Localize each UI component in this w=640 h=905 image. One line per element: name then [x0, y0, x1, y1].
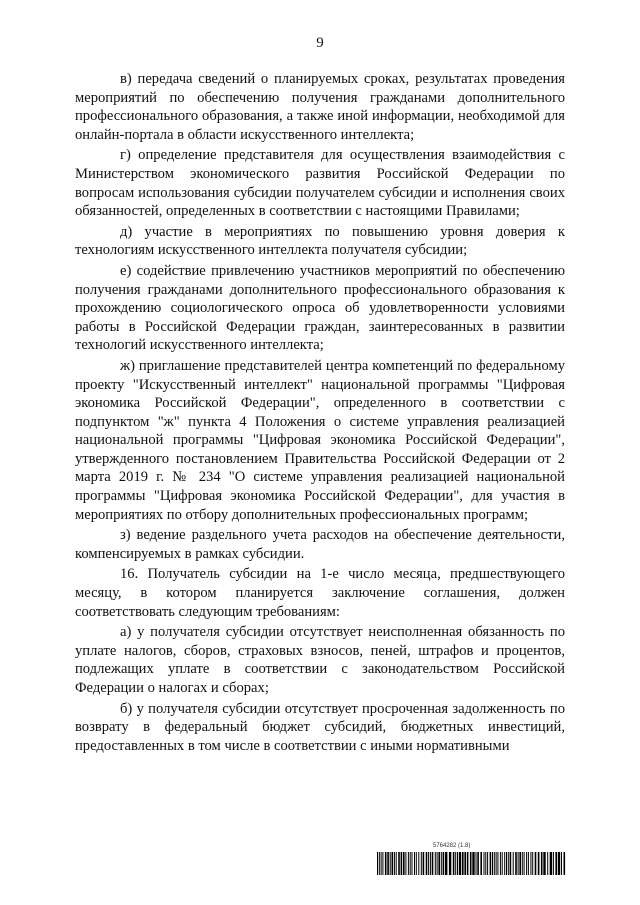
barcode-bar	[410, 852, 411, 875]
barcode-bar	[518, 852, 519, 875]
barcode-bar	[441, 852, 442, 875]
barcode-bar	[543, 852, 545, 875]
barcode-bar	[561, 852, 562, 875]
barcode-bar	[426, 852, 428, 875]
paragraph-v: в) передача сведений о планируемых сроках, результатах проведения мероприятий по обеспечению получения гражданами дополнительного профессионального образования, а также иной информации, необходимой для онлайн-портала в области искусственного интеллекта;	[75, 71, 565, 143]
barcode-bar	[414, 852, 415, 875]
barcode-bar	[484, 852, 485, 875]
barcode-bar	[496, 852, 497, 875]
barcode-bar	[398, 852, 400, 875]
barcode-bar	[541, 852, 543, 875]
barcode-bar	[532, 852, 533, 875]
barcode-bar	[487, 852, 488, 875]
barcode-bar	[394, 852, 395, 875]
barcode-bar	[438, 852, 440, 875]
barcode-bar	[553, 852, 554, 875]
barcode-bar	[464, 852, 466, 875]
barcode-bar	[396, 852, 397, 875]
barcode-bar	[412, 852, 413, 875]
barcode-bar	[416, 852, 417, 875]
barcode-bar	[435, 852, 436, 875]
barcode-bar	[502, 852, 503, 875]
paragraph-e: е) содействие привлечению участников мероприятий по обеспечению получения гражданами дополнительного профессионального образования к прохождению социологического опроса об удовлетворенности условиями работы в Российской Федерации граждан, заинтересованных в развитии технологий искусственного интеллекта;	[75, 262, 565, 354]
barcode-bar	[437, 852, 438, 875]
barcode-bar	[470, 852, 472, 875]
barcode-bar	[550, 852, 552, 875]
paragraph-a: а) у получателя субсидии отсутствует неисполненная обязанность по уплате налогов, сборов, страховых взносов, пеней, штрафов и процентов, подлежащих уплате в соответствии с законодательством Российской Федерации о налогах и сборах;	[75, 624, 565, 696]
barcode-bar	[504, 852, 505, 875]
paragraph-b: б) у получателя субсидии отсутствует просроченная задолженность по возврату в федеральный бюджет субсидий, бюджетных инвестиций, предоставленных в том числе в соответствии с иными нормативными	[75, 700, 565, 754]
barcode-bar	[459, 852, 461, 875]
barcode-bar	[445, 852, 447, 875]
barcode-bar	[387, 852, 389, 875]
barcode-bar	[476, 852, 477, 875]
barcode-bar	[535, 852, 537, 875]
barcode-bar	[524, 852, 525, 875]
barcode-bar	[547, 852, 548, 875]
barcode-bar	[472, 852, 474, 875]
document-body	[75, 70, 565, 757]
barcode-bar	[555, 852, 557, 875]
barcode-bar	[508, 852, 509, 875]
barcode-bar	[392, 852, 394, 875]
barcode-bar	[405, 852, 406, 875]
barcode-bar	[455, 852, 456, 875]
barcode-bar	[379, 852, 380, 875]
barcode-bar	[492, 852, 493, 875]
barcode-bar	[381, 852, 382, 875]
barcode-bar	[485, 852, 486, 875]
barcode-bar	[430, 852, 431, 875]
barcode-bar	[467, 852, 469, 875]
paragraph-16: 16. Получатель субсидии на 1-е число месяца, предшествующего месяцу, в котором планируется заключение соглашения, должен соответствовать следующим требованиям:	[75, 566, 565, 620]
barcode-bar	[401, 852, 403, 875]
barcode-bar	[423, 852, 425, 875]
paragraph-d: д) участие в мероприятиях по повышению уровня доверия к технологиям искусственного интеллекта получателя субсидии;	[75, 223, 565, 259]
barcode-bar	[421, 852, 422, 875]
barcode-bar	[462, 852, 464, 875]
paragraph-zh: ж) приглашение представителей центра компетенций по федеральному проекту "Искусственный интеллект" национальной программы "Цифровая экономика Российской Федерации", определенного в соответствии с подпунктом "ж" пункта 4 Положения о системе управления реализацией национальной программы "Цифровая экономика Российской Федерации", утвержденного постановлением Правительства Российской Федерации от 2 марта 2019 г. № 234 "О системе управления реализацией национальной программы "Цифровая экономика Российской Федерации", для участия в мероприятиях по отбору дополнительных профессиональных программ;	[75, 357, 565, 523]
barcode-bar	[494, 852, 495, 875]
barcode-bar	[528, 852, 529, 875]
barcode-bar	[519, 852, 521, 875]
barcode-bar	[408, 852, 409, 875]
barcode-bar	[453, 852, 455, 875]
barcode-bar	[432, 852, 434, 875]
barcode-bar	[526, 852, 527, 875]
barcode-bar	[428, 852, 429, 875]
document-code: 5764282 (1.8)	[433, 843, 471, 849]
barcode-bar	[530, 852, 531, 875]
barcode-bar	[522, 852, 523, 875]
barcode-bar	[490, 852, 492, 875]
barcode-bar	[558, 852, 560, 875]
barcode-bar	[497, 852, 498, 875]
barcode-bar	[385, 852, 387, 875]
barcode-bar	[510, 852, 512, 875]
barcode-image	[376, 852, 566, 875]
barcode-bar	[513, 852, 514, 875]
barcode-bar	[390, 852, 391, 875]
barcode-bar	[500, 852, 501, 875]
paragraph-z: з) ведение раздельного учета расходов на обеспечение деятельности, компенсируемых в рамках субсидии.	[75, 527, 565, 562]
barcode-bar	[538, 852, 540, 875]
barcode-bar	[564, 852, 566, 875]
barcode-bar	[403, 852, 405, 875]
barcode-bar	[443, 852, 445, 875]
barcode-bar	[515, 852, 517, 875]
barcode-bar	[506, 852, 507, 875]
barcode-bar	[449, 852, 451, 875]
page-number: 9	[316, 35, 324, 51]
barcode-bar	[418, 852, 419, 875]
barcode-bar	[457, 852, 458, 875]
paragraph-g: г) определение представителя для осуществления взаимодействия с Министерством экономического развития Российской Федерации по вопросам использования субсидии получателем субсидии и исполнения своих обязанностей, определенных в соответствии с настоящими Правилами;	[75, 147, 565, 220]
barcode-bar	[480, 852, 482, 875]
barcode-bar	[382, 852, 383, 875]
barcode-bar	[377, 852, 378, 875]
barcode-bar	[477, 852, 479, 875]
